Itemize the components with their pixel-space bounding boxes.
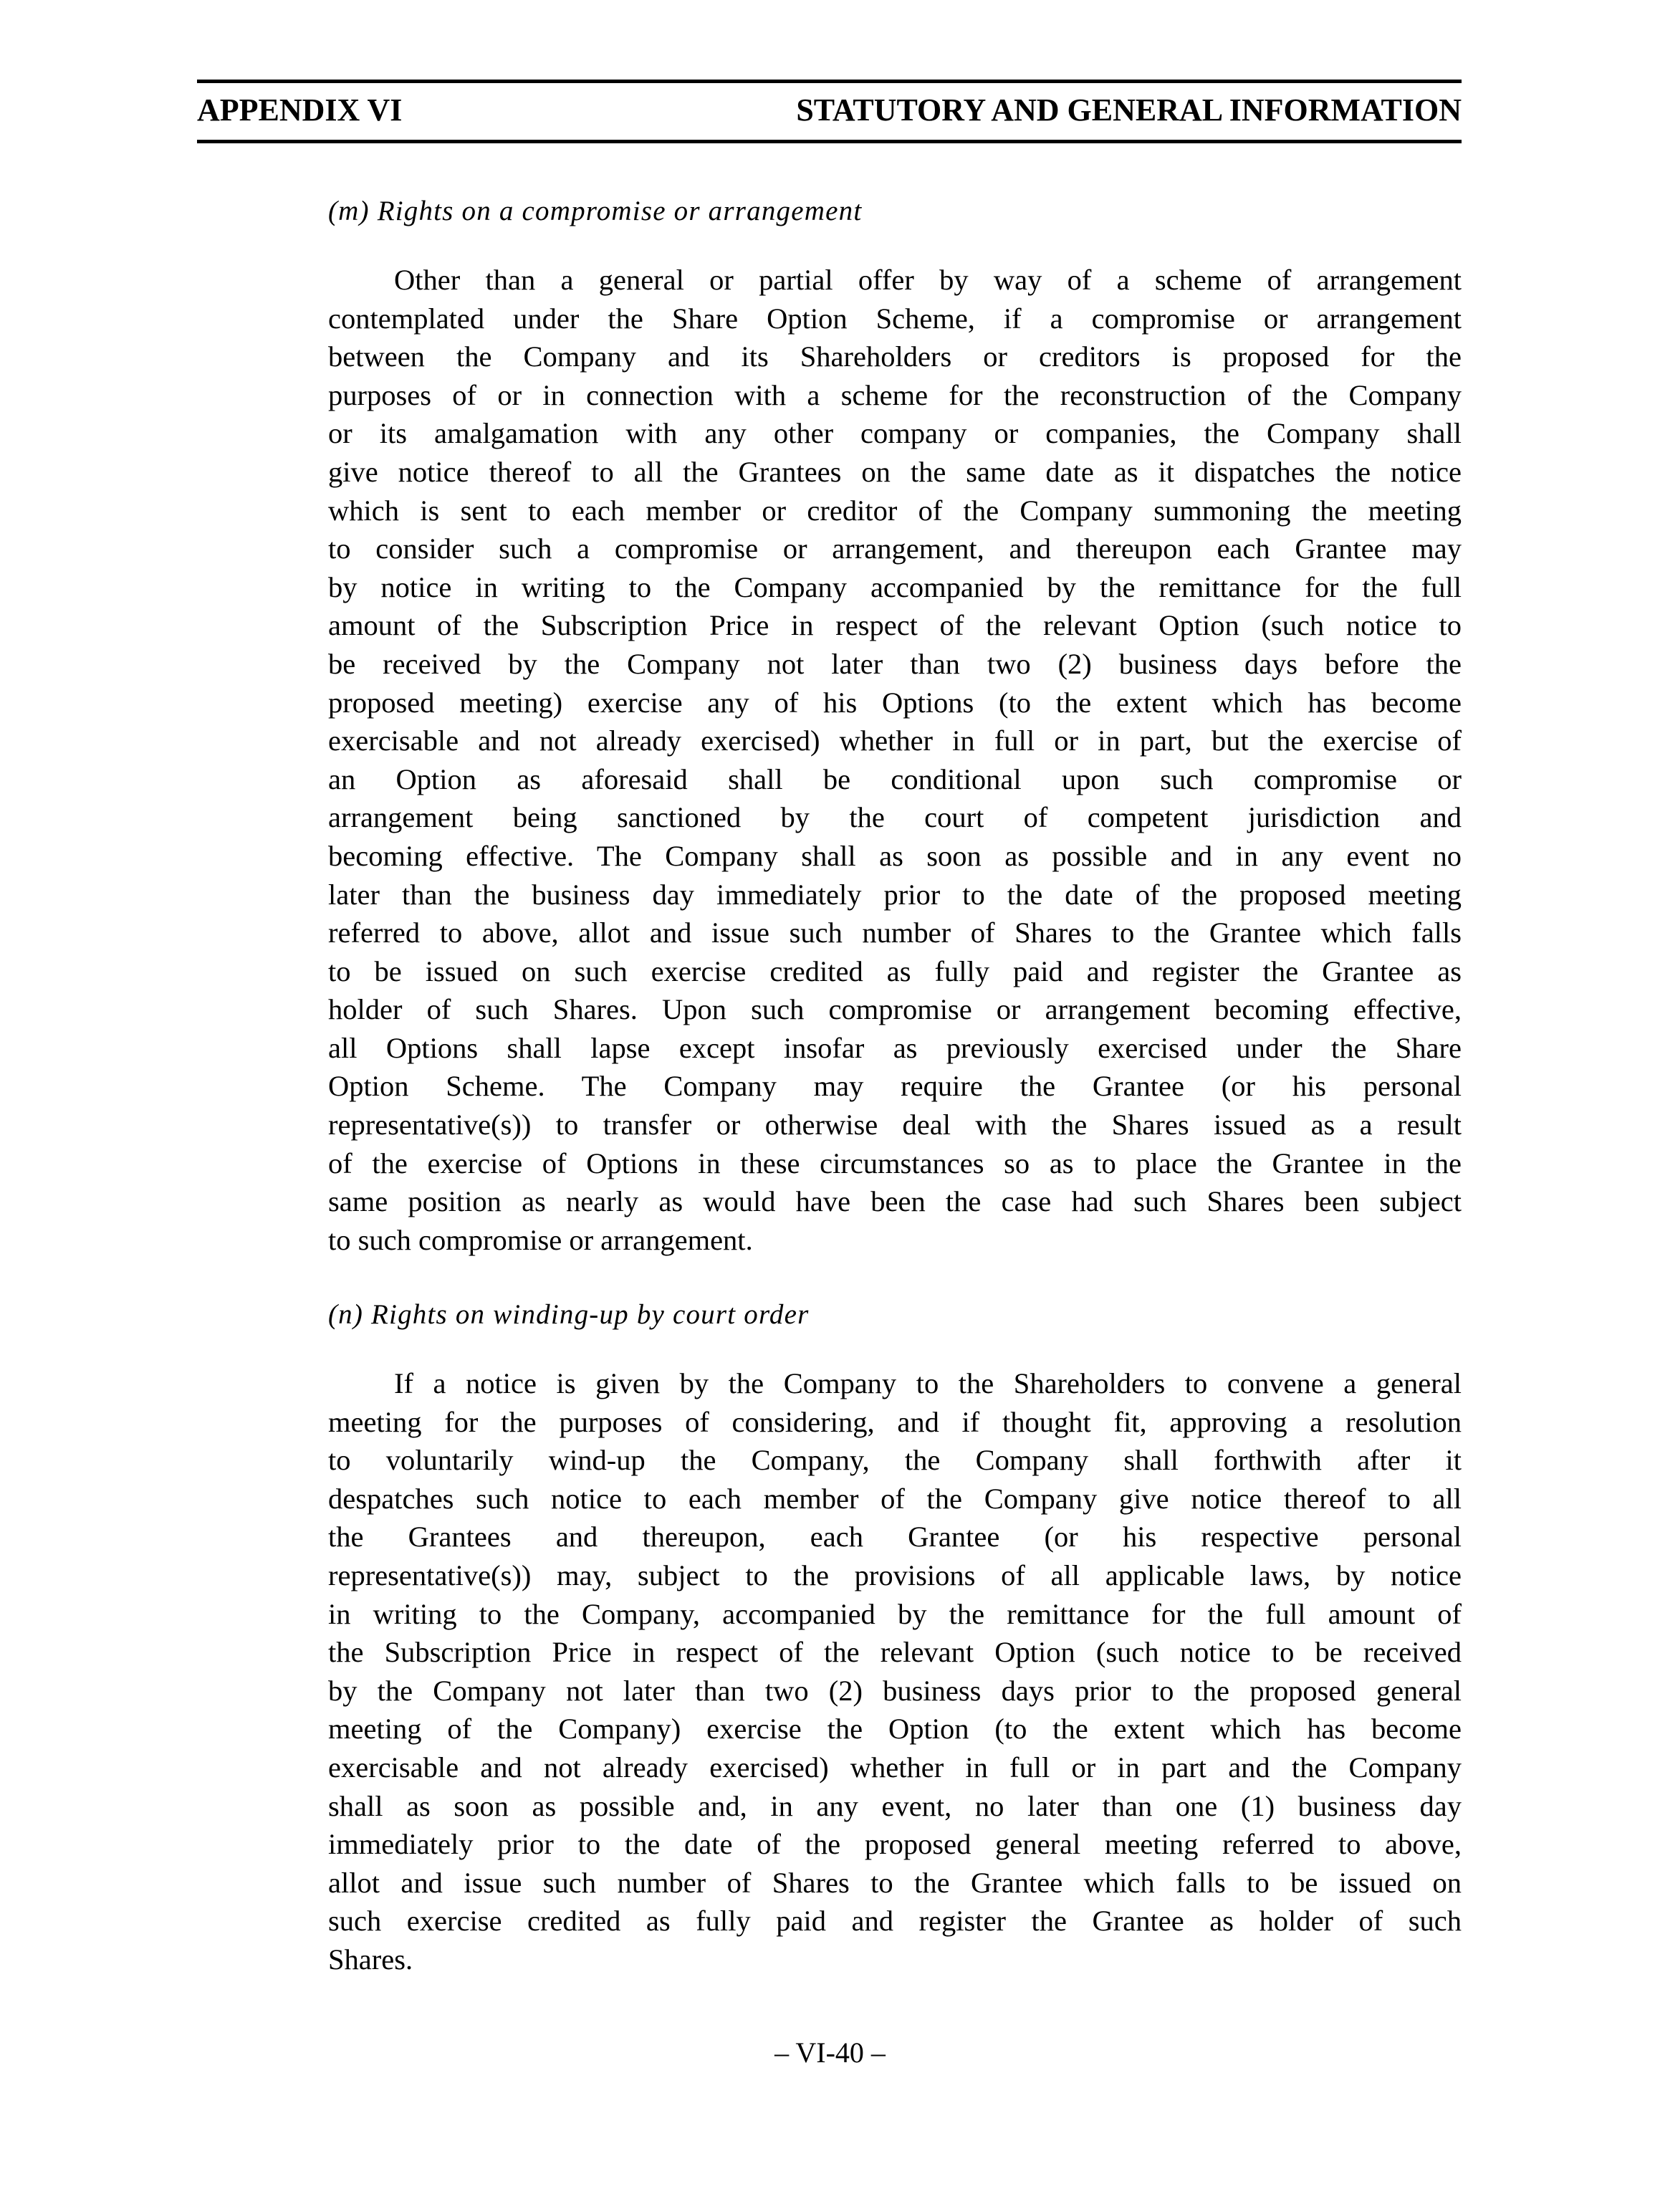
text-line: by notice in writing to the Company accompanied by the remittance for the full [328,570,1462,603]
text-line: Other than a general or partial offer by way of a scheme of arrangement [394,264,1462,296]
text-line: to consider such a compromise or arrangement, and thereupon each Grantee may [328,532,1462,565]
text-line: proposed meeting) exercise any of his Options (to the extent which has become [328,686,1462,719]
text-line: holder of such Shares. Upon such compromise or arrangement becoming effective, [328,993,1462,1026]
text-line: representative(s)) to transfer or otherwise deal with the Shares issued as a result [328,1109,1462,1141]
text-line: to voluntarily wind-up the Company, the Company shall forthwith after it [328,1444,1462,1477]
text-line: referred to above, allot and issue such number of Shares to the Grantee which falls [328,916,1462,949]
text-line: meeting for the purposes of considering, and if thought fit, approving a resolution [328,1405,1462,1438]
header-top-rule [197,80,1462,83]
header-section-title: STATUTORY AND GENERAL INFORMATION [796,92,1462,128]
text-line: later than the business day immediately prior to the date of the proposed meeting [328,878,1462,911]
text-line: Option Scheme. The Company may require the Grantee (or his personal [328,1070,1462,1103]
header-bottom-rule [197,140,1462,143]
text-line: of the exercise of Options in these circumstances so as to place the Grantee in the [328,1146,1462,1179]
text-line: to such compromise or arrangement. [328,1223,753,1256]
text-line: in writing to the Company, accompanied by the remittance for the full amount of [328,1597,1462,1630]
text-line: purposes of or in connection with a scheme for the reconstruction of the Company [328,378,1462,411]
text-line: between the Company and its Shareholders or creditors is proposed for the [328,340,1462,373]
text-line: the Grantees and thereupon, each Grantee (or his respective personal [328,1521,1462,1553]
text-line: contemplated under the Share Option Scheme, if a compromise or arrangement [328,302,1462,335]
text-line: becoming effective. The Company shall as soon as possible and in any event no [328,839,1462,872]
text-line: allot and issue such number of Shares to the Grantee which falls to be issued on [328,1866,1462,1899]
section-heading-m: (m) Rights on a compromise or arrangement [328,196,863,226]
text-line: by the Company not later than two (2) business days prior to the proposed general [328,1674,1462,1707]
text-line: exercisable and not already exercised) whether in full or in part, but the exercise of [328,724,1462,757]
text-line: such exercise credited as fully paid and register the Grantee as holder of such [328,1905,1462,1938]
section-heading-n: (n) Rights on winding-up by court order [328,1299,810,1330]
text-line: arrangement being sanctioned by the court of competent jurisdiction and [328,801,1462,834]
text-line: representative(s)) may, subject to the provisions of all applicable laws, by notice [328,1559,1462,1591]
header-appendix-label: APPENDIX VI [197,92,403,128]
section-m-paragraph [328,261,1462,1259]
text-line: which is sent to each member or creditor of the Company summoning the meeting [328,494,1462,527]
text-line: Shares. [328,1943,413,1976]
text-line: shall as soon as possible and, in any event, no later than one (1) business day [328,1789,1462,1822]
text-line: same position as nearly as would have been the case had such Shares been subject [328,1185,1462,1218]
text-line: exercisable and not already exercised) whether in full or in part and the Company [328,1751,1462,1784]
text-line: give notice thereof to all the Grantees on the same date as it dispatches the notice [328,455,1462,488]
page-number: – VI-40 – [774,2036,886,2069]
text-line: immediately prior to the date of the proposed general meeting referred to above, [328,1828,1462,1861]
text-line: all Options shall lapse except insofar as previously exercised under the Share [328,1031,1462,1064]
text-line: an Option as aforesaid shall be conditional upon such compromise or [328,762,1462,795]
text-line: despatches such notice to each member of the Company give notice thereof to all [328,1482,1462,1515]
text-line: or its amalgamation with any other company or companies, the Company shall [328,417,1462,450]
text-line: If a notice is given by the Company to the Shareholders to convene a general [394,1367,1462,1399]
text-line: amount of the Subscription Price in respect of the relevant Option (such notice to [328,609,1462,642]
text-line: the Subscription Price in respect of the relevant Option (such notice to be received [328,1636,1462,1669]
text-line: meeting of the Company) exercise the Option (to the extent which has become [328,1713,1462,1746]
text-line: be received by the Company not later than two (2) business days before the [328,647,1462,680]
section-n-paragraph [328,1364,1462,1979]
text-line: to be issued on such exercise credited as fully paid and register the Grantee as [328,954,1462,987]
